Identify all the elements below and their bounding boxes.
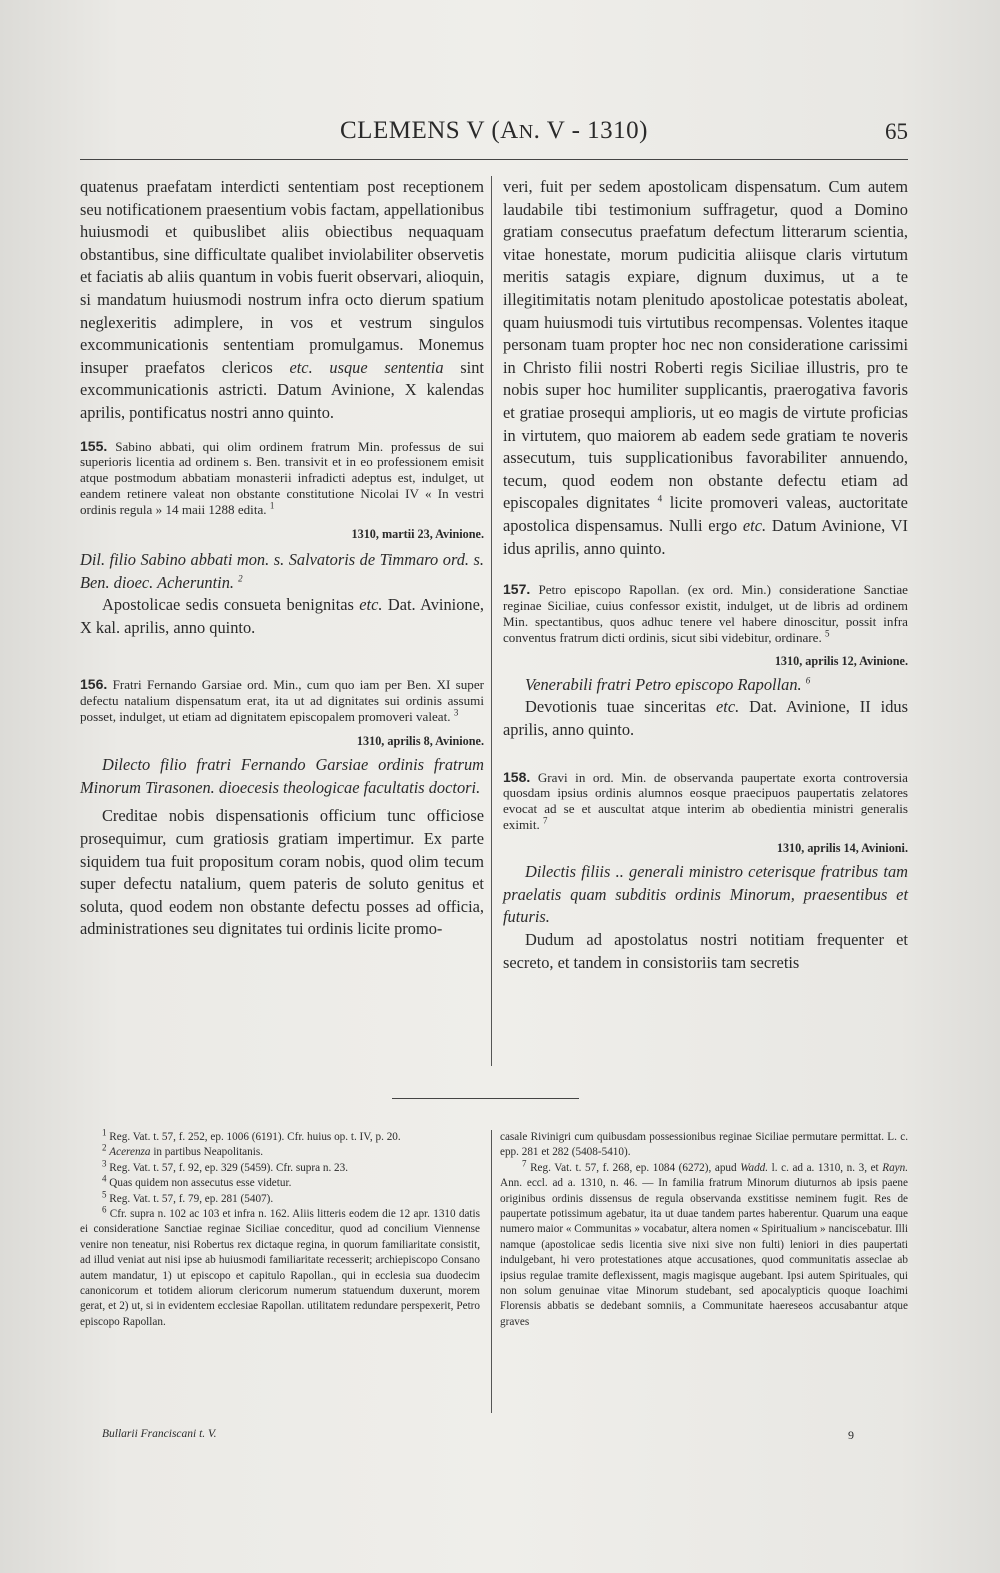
footnote-2: $^2$ Acerenza in partibus Neapolitanis.: [102, 1142, 263, 1159]
body-156-continued: veri, fuit per sedem apostolicam dispensatum. Cum autem laudabile tibi testimonium suffragetur, quod a Domino gratiam consecutus praefatum defectum litterarum scientia, vitae honestate, morum pudicitia aliisque claris virtutum meritis satagis expiare, dignum duximus, ut a te illegitimitatis notam plenitudo apostolicae potestatis aboleat, quam huiusmodi tuis virtutibus recompensas. Volentes itaque personam tuam propter hoc nec non consideratione carissimi in Christo filii nostri Roberti regis Siciliae illustris, pro te nobis super hoc humiliter supplicantis, praerogativa favoris et gratiae prosequi amplioris, ut eo magis de virtute proficias in virtutem, quo maiorem ab eadem sede gratiam te noveris assecutum, tuis supplicationibus favorabiliter annuendo, tecum, quod eodem non obstante defectu etiam ad episcopales dignitates $^4$ licite promoveri valeas, auctoritate apostolica dispensamus. Nulli ergo etc. Datum Avinione, VI idus aprilis, anno quinto.: [503, 177, 908, 558]
footnotes-right: [500, 1130, 908, 1330]
footnote-3: $^3$ Reg. Vat. t. 57, f. 92, ep. 329 (5459). Cfr. supra n. 23.: [102, 1158, 349, 1174]
regest-157: 157. Petro episcopo Rapollan. (ex ord. Min.) consideratione Sanctiae reginae Siciliae, cuius confessor existit, indulget, ut de libris ad ordinem Min. spectantibus, quos adhuc tenere vel habere dinoscitur, possit infra conventus fratrum dicti ordinis, sicut sibi videbitur, ordinare. $^5$: [503, 581, 908, 645]
date-158: 1310, aprilis 14, Avinioni.: [776, 841, 908, 856]
document-number-158: 158.: [503, 768, 531, 785]
footnote-7: $^7$ Reg. Vat. t. 57, f. 268, ep. 1084 (6272), apud Wadd. l. c. ad a. 1310, n. 3, et Rayn. Ann. eccl. ad a. 1310, n. 46. — In familia fratrum Minorum diuturnos ab ipsis paene originibus ordinis dissensus de regula observanda exstitisse neminem fugit. Res de paupertate potissimum agebatur, ita ut duae tandem partes haberentur. Quarum una eaque numero maior « Communitas » vocabatur, altera nomen « Spiritualium » nanciscebatur. Illi namque (apostolicae sedis licentia sive nixi sive non fulti) leniori in dies paupertati indulgebant, hi vero protestationes atque accusationes, quod communitatis asseclae ab ipsius regulae tramite deflexissent, magis magisque augebant. Ipsi autem Spirituales, qui non solum genuinae vitae Minorum studebant, sed apocalypticis quoque Ioachimi Florensis abbatis se dedebant somniis, a Communitate haereseos accusabantur atque graves: [500, 1158, 909, 1328]
footnote-5: $^5$ Reg. Vat. t. 57, f. 79, ep. 281 (5407).: [102, 1188, 274, 1205]
date-157: 1310, aprilis 12, Avinione.: [774, 653, 908, 668]
page-number: 65: [885, 119, 908, 144]
address-156: Dilecto filio fratri Fernando Garsiae ordinis fratrum Minorum Tirasonen. dioecesis theologicae facultatis doctori.: [80, 755, 484, 797]
body-158: Dudum ad apostolatus nostri notitiam frequenter et secreto, et tandem in consistoriis tam secretis: [503, 929, 908, 972]
footnote-6-continued: casale Rivinigri cum quibusdam possessionibus reginae Siciliae permutare permittat. L. c. epp. 281 et 282 (5408-5410).: [500, 1131, 908, 1159]
signature-mark: Bullarii Franciscani t. V.: [102, 1428, 217, 1440]
footnote-6: $^6$ Cfr. supra n. 102 ac 103 et infra n. 162. Aliis litteris eodem die 12 apr. 1310 datis ei consideratione Sanctiae reginae Siciliae conceditur, quod ad concilium Viennense venire non teneatur, nisi Robertus rex dictaque regina, in quorum familiaritate consistit, ad illud veniat aut nisi ipse ab huiusmodi familiaritate recesserit; archiepiscopo Consano autem mandatur, 1) ut episcopo et capitulo Rapollan., qui in ecclesia sua duodecim canonicorum et totidem aliorum clericorum numerum statuendum duxerunt, morem gerat, et 2) ut, si in evidentem ecclesiae Rapollan. utilitatem redundare perspexerit, Petro episcopo Rapollan.: [80, 1204, 480, 1328]
document-number-156: 156.: [80, 676, 108, 693]
document-number-155: 155.: [80, 437, 108, 454]
address-157: Venerabili fratri Petro episcopo Rapollan. $^6$: [525, 674, 811, 694]
body-156: Creditae nobis dispensationis officium tunc officiose prosequimur, cum gratiosis gratiam impertimur. Ex parte siquidem tua fuit propositum coram nobis, quod olim tecum super defectu natalium, quem pateris de soluto genitus et soluta, quod eodem non obstante defectu posses ad officia, administrationes seu dignitates tui ordinis licite promo-: [80, 806, 484, 939]
footnote-4: $^4$ Quas quidem non assecutus esse videtur.: [102, 1173, 292, 1190]
address-158: Dilectis filiis .. generali ministro ceterisque fratribus tam praelatis quam subditis ordinis Minorum, praesentibus et futuris.: [503, 862, 908, 927]
footnotes-left: [80, 1127, 480, 1330]
continued-text: quatenus praefatam interdicti sententiam post receptionem seu notificationem praesentium vobis factam, appellationibus huiusmodi et quibuslibet aliis obiectibus nequaquam obstantibus, sine difficultate qualibet inviolabiliter observetis et faciatis ab aliis quantum in vobis fuerit observari, alioquin, si mandatum huiusmodi nostrum infra octo dierum spatium neglexeritis adimplere, in vos et vestrum singulos excommunicationis sententiam promulgamus. Monemus insuper praefatos clericos etc. usque sententia sint excommunicationis astricti. Datum Avinione, X kalendas aprilis, pontificatus nostri anno quinto.: [80, 177, 484, 422]
left-column: [80, 176, 484, 941]
date-156: 1310, aprilis 8, Avinione.: [356, 734, 484, 749]
body-155: Apostolicae sedis consueta benignitas etc. Dat. Avinione, X kal. aprilis, anno quinto.: [80, 595, 484, 637]
footnote-1: $^1$ Reg. Vat. t. 57, f. 252, ep. 1006 (6191). Cfr. huius op. t. IV, p. 20.: [102, 1127, 401, 1143]
right-column: [503, 176, 908, 974]
signature-number: 9: [848, 1428, 854, 1442]
regest-155: 155. Sabino abbati, qui olim ordinem fratrum Min. professus de sui superioris licentia ad ordinem s. Ben. transivit et in eo professionem emisit atque postmodum abbatiam monasterii infradicti adeptus est, indulget, ut eandem retinere valeat non obstante constitutione Nicolai IV « In vestri ordinis regula » 14 maii 1288 edita. $^1$: [80, 437, 485, 518]
regest-158: 158. Gravi in ord. Min. de observanda paupertate exorta controversia quosdam ipsius ordinis alumnos eosque praecipuos paupertatis zelatores evocat ad se et auscultat atque interim ab obedientia ministri generalis eximit. $^7$: [503, 768, 908, 833]
column-divider: [491, 176, 492, 1066]
running-title: CLEMENS V (AN. V - 1310): [340, 117, 648, 144]
header-rule: [80, 159, 908, 160]
address-155: Dil. filio Sabino abbati mon. s. Salvatoris de Timmaro ord. s. Ben. dioec. Acheruntin. $^2$: [80, 550, 484, 592]
date-155: 1310, martii 23, Avinione.: [351, 527, 484, 542]
body-157: Devotionis tuae sinceritas etc. Dat. Avinione, II idus aprilis, anno quinto.: [503, 697, 908, 739]
running-head: [80, 117, 908, 157]
footnote-divider: [491, 1130, 492, 1413]
footnote-rule: [392, 1098, 579, 1099]
regest-156: 156. Fratri Fernando Garsiae ord. Min., cum quo iam per Ben. XI super defectu natalium dispensatum erat, ita ut ad dignitates sui ordinis assumi posset, indulget, ut etiam ad dignitatem episcopalem promoveri valeat. $^3$: [80, 676, 484, 725]
document-number-157: 157.: [503, 581, 531, 598]
